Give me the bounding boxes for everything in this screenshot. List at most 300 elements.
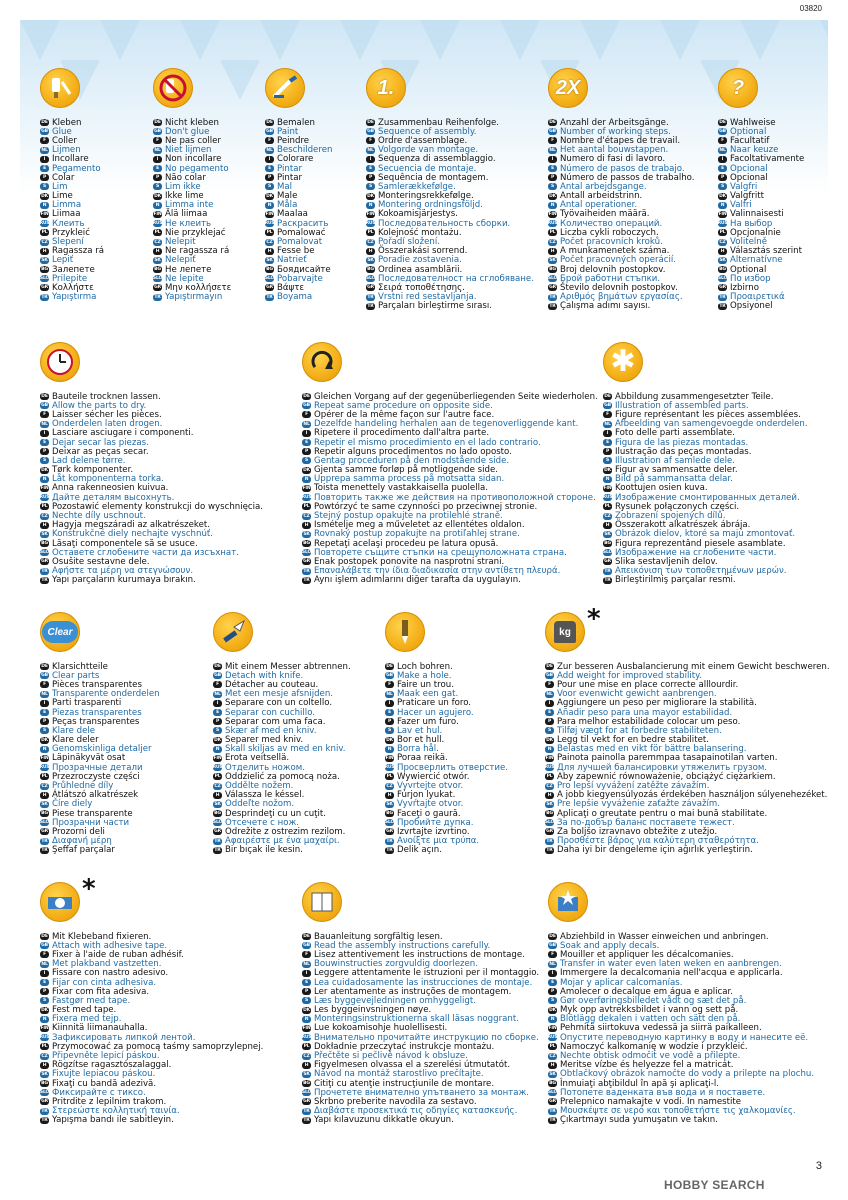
language-badge: I <box>302 430 311 437</box>
translation-text: Ne pas coller <box>165 135 221 146</box>
knife-icon <box>213 612 253 652</box>
language-badge: SK <box>154 257 161 263</box>
language-badge: I <box>548 156 557 163</box>
language-badge: N <box>265 202 274 209</box>
translation-text: Ragassza rá <box>52 246 105 257</box>
language-badge: F <box>545 681 554 688</box>
language-badge: DE <box>719 120 726 126</box>
translation-text: Ne lepite <box>165 273 204 284</box>
language-badge: BG <box>303 1081 310 1087</box>
translation-text: Número de passos de trabalho. <box>560 172 695 183</box>
translation-line <box>265 182 332 191</box>
read-instructions-icon <box>302 882 342 922</box>
translation-text: Toista menettely vastakkaisella puolella. <box>314 483 488 494</box>
language-badge: FIN <box>385 755 394 761</box>
translation-line <box>302 1116 539 1125</box>
language-badge: DE <box>266 120 273 126</box>
language-badge: E <box>40 709 49 716</box>
language-badge: FIN <box>265 211 274 217</box>
language-badge: CZ <box>303 513 310 519</box>
sequence-one-icon <box>366 68 406 108</box>
legend-block-question <box>718 68 804 311</box>
language-badge: GR <box>41 1099 48 1105</box>
translation-text: Skær af med en kniv. <box>225 725 317 736</box>
translation-text: Číre diely <box>52 799 93 810</box>
translation-list <box>265 118 332 302</box>
translation-text: Připevněte lepicí páskou. <box>52 1051 160 1062</box>
translation-text: Desprindeţi cu un cuţit. <box>225 808 326 819</box>
language-badge: TR <box>604 568 611 574</box>
translation-text: Потопете ваденката във вода и я поставете. <box>560 1087 766 1098</box>
language-badge: N <box>302 476 311 483</box>
translation-text: Nechte díly uschnout. <box>52 511 146 522</box>
translation-text: Colorare <box>277 154 314 165</box>
language-badge: DE <box>367 120 374 126</box>
translation-text: Fixar com fita adesiva. <box>52 986 150 997</box>
question-icon <box>718 68 758 108</box>
language-badge: TR <box>154 294 161 300</box>
language-badge: FIN <box>40 485 49 491</box>
language-badge: I <box>603 430 612 437</box>
translation-text: Samlerækkefølge. <box>378 181 456 192</box>
language-badge: FIN <box>366 211 375 217</box>
translation-text: Oddělte nožem. <box>225 781 294 792</box>
translation-text: Bauteile trocknen lassen. <box>52 391 161 402</box>
translation-text: Niet lijmen <box>165 145 212 156</box>
translation-text: Numero di fasi di lavoro. <box>560 154 666 165</box>
asterisk-mark: * <box>82 874 96 904</box>
translation-text: Låt komponenterna torka. <box>52 474 164 485</box>
language-badge: E <box>302 979 311 986</box>
translation-text: Maalaa <box>277 209 308 220</box>
translation-text: Natrieť <box>277 255 307 266</box>
translation-text: Voor evenwicht gewicht aanbrengen. <box>557 689 717 700</box>
translation-text: Оставете сглобените части да изсъхнат. <box>52 547 239 558</box>
legend-block-paint-brush <box>265 68 332 302</box>
translation-text: Beschilderen <box>277 145 333 156</box>
translation-text: Брой работни стъпки. <box>560 273 661 284</box>
translation-text: Skall skiljas av med en kniv. <box>225 744 346 755</box>
language-badge: SLO <box>212 820 223 826</box>
translation-text: Foto delle parti assemblate. <box>615 428 735 439</box>
translation-text: Průhledné díly <box>52 781 114 792</box>
translation-text: A munkamenetek száma. <box>560 246 670 257</box>
language-badge: DK <box>367 193 374 199</box>
translation-text: Опустите переводную картинку в воду и нанесите её. <box>560 1032 809 1043</box>
language-badge: BG <box>549 1081 556 1087</box>
language-badge: E <box>40 165 49 172</box>
language-badge: NL <box>41 421 48 427</box>
language-badge: TR <box>41 1108 48 1114</box>
language-badge: SLO <box>39 1090 50 1096</box>
decal-water-icon <box>548 882 588 922</box>
legend-block-sequence-one <box>366 68 534 311</box>
language-badge: DE <box>154 120 161 126</box>
translation-text: Não colar <box>165 172 206 183</box>
language-badge: GR <box>549 1099 556 1105</box>
translation-text: Met plakband vastzetten. <box>52 959 162 970</box>
translation-list <box>40 662 160 855</box>
language-badge: SK <box>549 257 556 263</box>
translation-text: Parti trasparenti <box>52 698 122 709</box>
language-badge: P <box>545 718 554 725</box>
translation-text: Διαβάστε προσεκτικά τις οδηγίες κατασκευής. <box>314 1106 518 1117</box>
language-badge: GB <box>303 943 310 949</box>
language-badge: GB <box>546 673 553 679</box>
language-badge: N <box>153 202 162 209</box>
language-badge: DK <box>41 467 48 473</box>
translation-text: Coller <box>52 135 77 146</box>
translation-text: Κολλήστε <box>52 282 94 293</box>
language-badge: RUS <box>544 765 555 771</box>
language-badge: SLO <box>39 820 50 826</box>
language-badge: PL <box>41 504 48 510</box>
translation-text: Ordre d'assemblage. <box>378 135 468 146</box>
language-badge: S <box>40 457 49 464</box>
language-badge: DE <box>214 664 221 670</box>
translation-text: No pegamento <box>165 163 229 174</box>
translation-text: Male <box>277 191 298 202</box>
language-badge: SK <box>266 257 273 263</box>
translation-text: Залепете <box>52 264 95 275</box>
translation-text: Repeat same procedure on opposite side. <box>314 400 493 411</box>
glue-brush-icon <box>40 68 80 108</box>
translation-text: Yapı kılavuzunu dikkatle okuyun. <box>314 1115 454 1126</box>
asterisk-mark: * <box>587 604 601 634</box>
language-badge: H <box>40 1062 49 1069</box>
translation-text: Počet pracovných operácií. <box>560 255 677 266</box>
translation-text: Nie przyklejać <box>165 227 226 238</box>
translation-list <box>385 662 508 855</box>
language-badge: P <box>366 174 375 181</box>
translation-text: Прозрачни части <box>52 817 130 828</box>
translation-text: Yapıştırmayın <box>165 292 223 303</box>
translation-text: Aplicaţi o greutate pentru o mai bună stabilitate. <box>557 808 768 819</box>
language-badge: BG <box>386 811 393 817</box>
translation-text: Wahlweise <box>730 117 776 128</box>
language-badge: PL <box>546 774 553 780</box>
translation-text: Повторете същите стъпки на срещуположната страна. <box>314 547 567 558</box>
translation-text: Átlátszó alkatrészek <box>52 790 139 801</box>
translation-text: Rysunek połączonych części. <box>615 501 740 512</box>
language-badge: H <box>302 1062 311 1069</box>
translation-text: Transfer in water even laten weken en aanbrengen. <box>560 959 782 970</box>
translation-text: Последователност на сглобяване. <box>378 273 534 284</box>
language-badge: E <box>213 709 222 716</box>
translation-text: Repetir el mismo procedimiento en el lado contrario. <box>314 437 541 448</box>
language-badge: RUS <box>717 221 728 227</box>
language-badge: RUS <box>602 495 613 501</box>
language-badge: N <box>718 202 727 209</box>
translation-text: Yapışma bandı ile sabitleyin. <box>52 1115 174 1126</box>
translation-list <box>302 932 539 1125</box>
legend-block-clear-parts <box>40 612 160 855</box>
icon-wrap <box>265 68 309 112</box>
language-badge: H <box>545 792 554 799</box>
translation-text: Pintar <box>277 163 302 174</box>
language-badge: E <box>265 165 274 172</box>
language-badge: N <box>545 746 554 753</box>
translation-text: Añadir peso para una mayor estabilidad. <box>557 707 733 718</box>
language-badge: I <box>545 700 554 707</box>
translation-text: Tørk komponenter. <box>52 465 134 476</box>
language-badge: SLO <box>301 550 312 556</box>
language-badge: RUS <box>365 221 376 227</box>
icon-wrap <box>385 612 429 656</box>
language-badge: FIN <box>213 755 222 761</box>
language-badge: H <box>718 248 727 255</box>
translation-text: Incollare <box>52 154 89 165</box>
translation-text: Anzahl der Arbeitsgänge. <box>560 117 669 128</box>
translation-text: Odrežite z ostrezim rezilom. <box>225 826 346 837</box>
translation-text: Fixaţi cu bandă adezivă. <box>52 1078 157 1089</box>
translation-text: Mal <box>277 181 293 192</box>
language-badge: PL <box>41 1044 48 1050</box>
language-badge: GB <box>41 129 48 135</box>
language-badge: BG <box>719 267 726 273</box>
language-badge: TR <box>303 1117 310 1123</box>
translation-text: Deixar as peças secar. <box>52 446 149 457</box>
language-badge: GB <box>367 129 374 135</box>
translation-text: Lepiť <box>52 255 74 266</box>
language-badge: I <box>385 700 394 707</box>
translation-line <box>265 192 332 201</box>
language-badge: GR <box>154 285 161 291</box>
language-badge: H <box>548 1062 557 1069</box>
language-badge: F <box>603 411 612 418</box>
clock-drying-icon <box>40 342 80 382</box>
translation-text: Lime <box>52 191 73 202</box>
language-badge: SLO <box>365 276 376 282</box>
translation-text: Opcjonalnie <box>730 227 781 238</box>
language-badge: GR <box>41 285 48 291</box>
language-badge: BG <box>41 1081 48 1087</box>
language-badge: CZ <box>41 239 48 245</box>
translation-text: Počet pracovních kroků. <box>560 237 663 248</box>
translation-text: Secuencia de montaje. <box>378 163 477 174</box>
translation-text: Pro lepší vyvážení zatěžte závažím. <box>557 781 710 792</box>
language-badge: DK <box>214 737 221 743</box>
language-badge: SK <box>367 257 374 263</box>
translation-text: Zobrazení spojených dílů. <box>615 511 726 522</box>
translation-text: Figure représentant les pièces assemblées. <box>615 409 801 420</box>
translation-text: Figura reprezentând piesele asamblate. <box>615 538 786 549</box>
language-badge: SK <box>41 257 48 263</box>
translation-list <box>40 118 104 302</box>
translation-text: Lad delene tørre. <box>52 455 126 466</box>
translation-text: Attach with adhesive tape. <box>52 940 168 951</box>
language-badge: H <box>40 792 49 799</box>
translation-text: Figyelmesen olvassa el a szerelési útmutatót. <box>314 1060 511 1071</box>
translation-text: Çalışma adımı sayısı. <box>560 301 651 312</box>
translation-text: Ler atentamente as instruções de montagem. <box>314 986 512 997</box>
translation-text: Pomalovat <box>277 237 323 248</box>
icon-wrap <box>40 874 96 926</box>
legend-block-clock-drying <box>40 342 263 585</box>
translation-text: Nelepiť <box>165 255 196 266</box>
translation-text: Prozorni deli <box>52 826 105 837</box>
language-badge: BG <box>41 541 48 547</box>
translation-text: Valinnaisesti <box>730 209 784 220</box>
icon-wrap <box>213 612 257 656</box>
translation-text: Opcional <box>730 163 768 174</box>
language-badge: SK <box>604 531 611 537</box>
language-badge: GB <box>549 943 556 949</box>
language-badge: SK <box>546 801 553 807</box>
translation-text: Montering ordningsföljd. <box>378 200 483 211</box>
translation-text: Daha iyi bir dengeleme için ağırlık yerleştirin. <box>557 845 753 856</box>
language-badge: BG <box>41 811 48 817</box>
icon-wrap <box>153 68 197 112</box>
translation-text: Volitelně <box>730 237 768 248</box>
language-badge: NL <box>41 147 48 153</box>
translation-text: Peindre <box>277 135 310 146</box>
language-badge: NL <box>41 691 48 697</box>
language-badge: PL <box>549 230 556 236</box>
language-badge: DK <box>719 193 726 199</box>
language-badge: F <box>213 681 222 688</box>
icon-wrap <box>40 612 84 656</box>
language-badge: TR <box>549 1117 556 1123</box>
translation-text: Separer med kniv. <box>225 735 304 746</box>
translation-list <box>302 392 598 585</box>
translation-text: Læs byggevejledningen omhyggeligt. <box>314 995 476 1006</box>
language-badge: NL <box>303 421 310 427</box>
language-badge: RUS <box>212 765 223 771</box>
legend-block-tape <box>39 874 264 1126</box>
weight-kg-icon <box>545 612 585 652</box>
language-badge: FIN <box>302 1025 311 1031</box>
tape-icon <box>40 882 80 922</box>
translation-text: Powtórzyć te same czynności po przeciwnej stronie. <box>314 501 538 512</box>
language-badge: P <box>548 988 557 995</box>
translation-text: Не лепете <box>165 264 212 275</box>
translation-text: Borra hål. <box>397 744 439 755</box>
translation-text: Myk opp avtrekksbildet i vann og sett på. <box>560 1005 739 1016</box>
translation-text: Dokładnie przeczytać instrukcje montażu. <box>314 1041 495 1052</box>
language-badge: NL <box>386 691 393 697</box>
translation-text: Piezas transparentes <box>52 707 142 718</box>
translation-text: Les byggeinvsningen nøye. <box>314 1005 432 1016</box>
language-badge: CZ <box>303 1053 310 1059</box>
translation-text: Älä liimaa <box>165 209 208 220</box>
language-badge: DE <box>303 394 310 400</box>
language-badge: BG <box>367 267 374 273</box>
language-badge: DK <box>546 737 553 743</box>
translation-list <box>213 662 351 855</box>
language-badge: N <box>385 746 394 753</box>
language-badge: S <box>548 997 557 1004</box>
translation-text: Bor et hull. <box>397 735 445 746</box>
translation-line <box>265 118 332 127</box>
translation-text: Επαναλάβετε την ίδια διαδικασία στην αντίθετη πλευρά. <box>314 566 561 577</box>
language-badge: FIN <box>153 211 162 217</box>
translation-text: Kokoamisjärjestys. <box>378 209 458 220</box>
translation-list <box>40 932 263 1125</box>
language-badge: DE <box>386 664 393 670</box>
icon-wrap <box>302 342 346 386</box>
language-badge: RUS <box>152 221 163 227</box>
language-badge: GB <box>41 403 48 409</box>
translation-text: Facoltativamente <box>730 154 805 165</box>
translation-text: Onderdelen laten drogen. <box>52 419 163 430</box>
language-badge: I <box>40 700 49 707</box>
translation-text: Figur av sammensatte deler. <box>615 465 738 476</box>
language-badge: TR <box>549 303 556 309</box>
language-badge: RUS <box>39 221 50 227</box>
translation-list <box>545 662 830 855</box>
translation-text: Pegamento <box>52 163 101 174</box>
language-badge: GR <box>367 285 374 291</box>
translation-text: Abziehbild in Wasser einweichen und anbringen. <box>560 931 769 942</box>
translation-text: Number of working steps. <box>560 126 671 137</box>
language-badge: N <box>213 746 222 753</box>
translation-text: Отсечете с нож. <box>225 817 299 828</box>
icon-label: ✱ <box>610 344 636 379</box>
translation-text: Koottujen osien kuva. <box>615 483 708 494</box>
language-badge: FIN <box>302 485 311 491</box>
language-badge: RUS <box>547 1035 558 1041</box>
language-badge: H <box>40 248 49 255</box>
language-badge: I <box>153 156 162 163</box>
translation-text: Fest med tape. <box>52 1005 117 1016</box>
translation-text: Προαιρετικά <box>730 292 785 303</box>
language-badge: PL <box>549 1044 556 1050</box>
translation-list <box>603 392 808 585</box>
language-badge: GR <box>386 829 393 835</box>
translation-text: Ilustração das peças montadas. <box>615 446 752 457</box>
language-badge: NL <box>41 961 48 967</box>
language-badge: GR <box>266 285 273 291</box>
translation-text: Sequence of assembly. <box>378 126 477 137</box>
language-badge: F <box>548 951 557 958</box>
language-badge: F <box>302 411 311 418</box>
language-badge: TR <box>41 1117 48 1123</box>
translation-text: Vrstni red sestavljanja. <box>378 292 477 303</box>
language-badge: SLO <box>547 1090 558 1096</box>
translation-text: Poraa reikä. <box>397 753 448 764</box>
language-badge: NL <box>549 147 556 153</box>
translation-text: Glue <box>52 126 72 137</box>
language-badge: P <box>40 448 49 455</box>
translation-text: Klare deler <box>52 735 99 746</box>
language-badge: FIN <box>40 755 49 761</box>
language-badge: PL <box>719 230 726 236</box>
translation-text: Valgfritt <box>730 191 765 202</box>
legend-block-glue-brush <box>40 68 104 302</box>
translation-text: Αφήστε τα μέρη να στεγνώσουν. <box>52 566 194 577</box>
translation-text: Repetaţi acelaşi procedeu pe latura opusă. <box>314 538 499 549</box>
translation-text: Meritse vízbe és helyezze fel a matricát. <box>560 1060 734 1071</box>
language-badge: DK <box>303 1007 310 1013</box>
translation-text: Antal arbejdsgange. <box>560 181 647 192</box>
translation-text: Fijar con cinta adhesiva. <box>52 977 157 988</box>
translation-text: Rovnaký postup zopakujte na protiľahlej strane. <box>314 529 520 540</box>
language-badge: TR <box>41 838 48 844</box>
language-badge: S <box>302 457 311 464</box>
language-badge: DK <box>266 193 273 199</box>
language-badge: P <box>40 174 49 181</box>
language-badge: SLO <box>264 276 275 282</box>
translation-text: Repetir alguns procedimentos no lado oposto. <box>314 446 512 457</box>
translation-text: Wywiercić otwór. <box>397 771 470 782</box>
language-badge: TR <box>214 847 221 853</box>
language-badge: TR <box>266 294 273 300</box>
language-badge: SK <box>41 531 48 537</box>
translation-text: Volgorde van montage. <box>378 145 479 156</box>
watermark-text: HOBBY SEARCH <box>664 1178 765 1192</box>
icon-wrap <box>603 342 647 386</box>
